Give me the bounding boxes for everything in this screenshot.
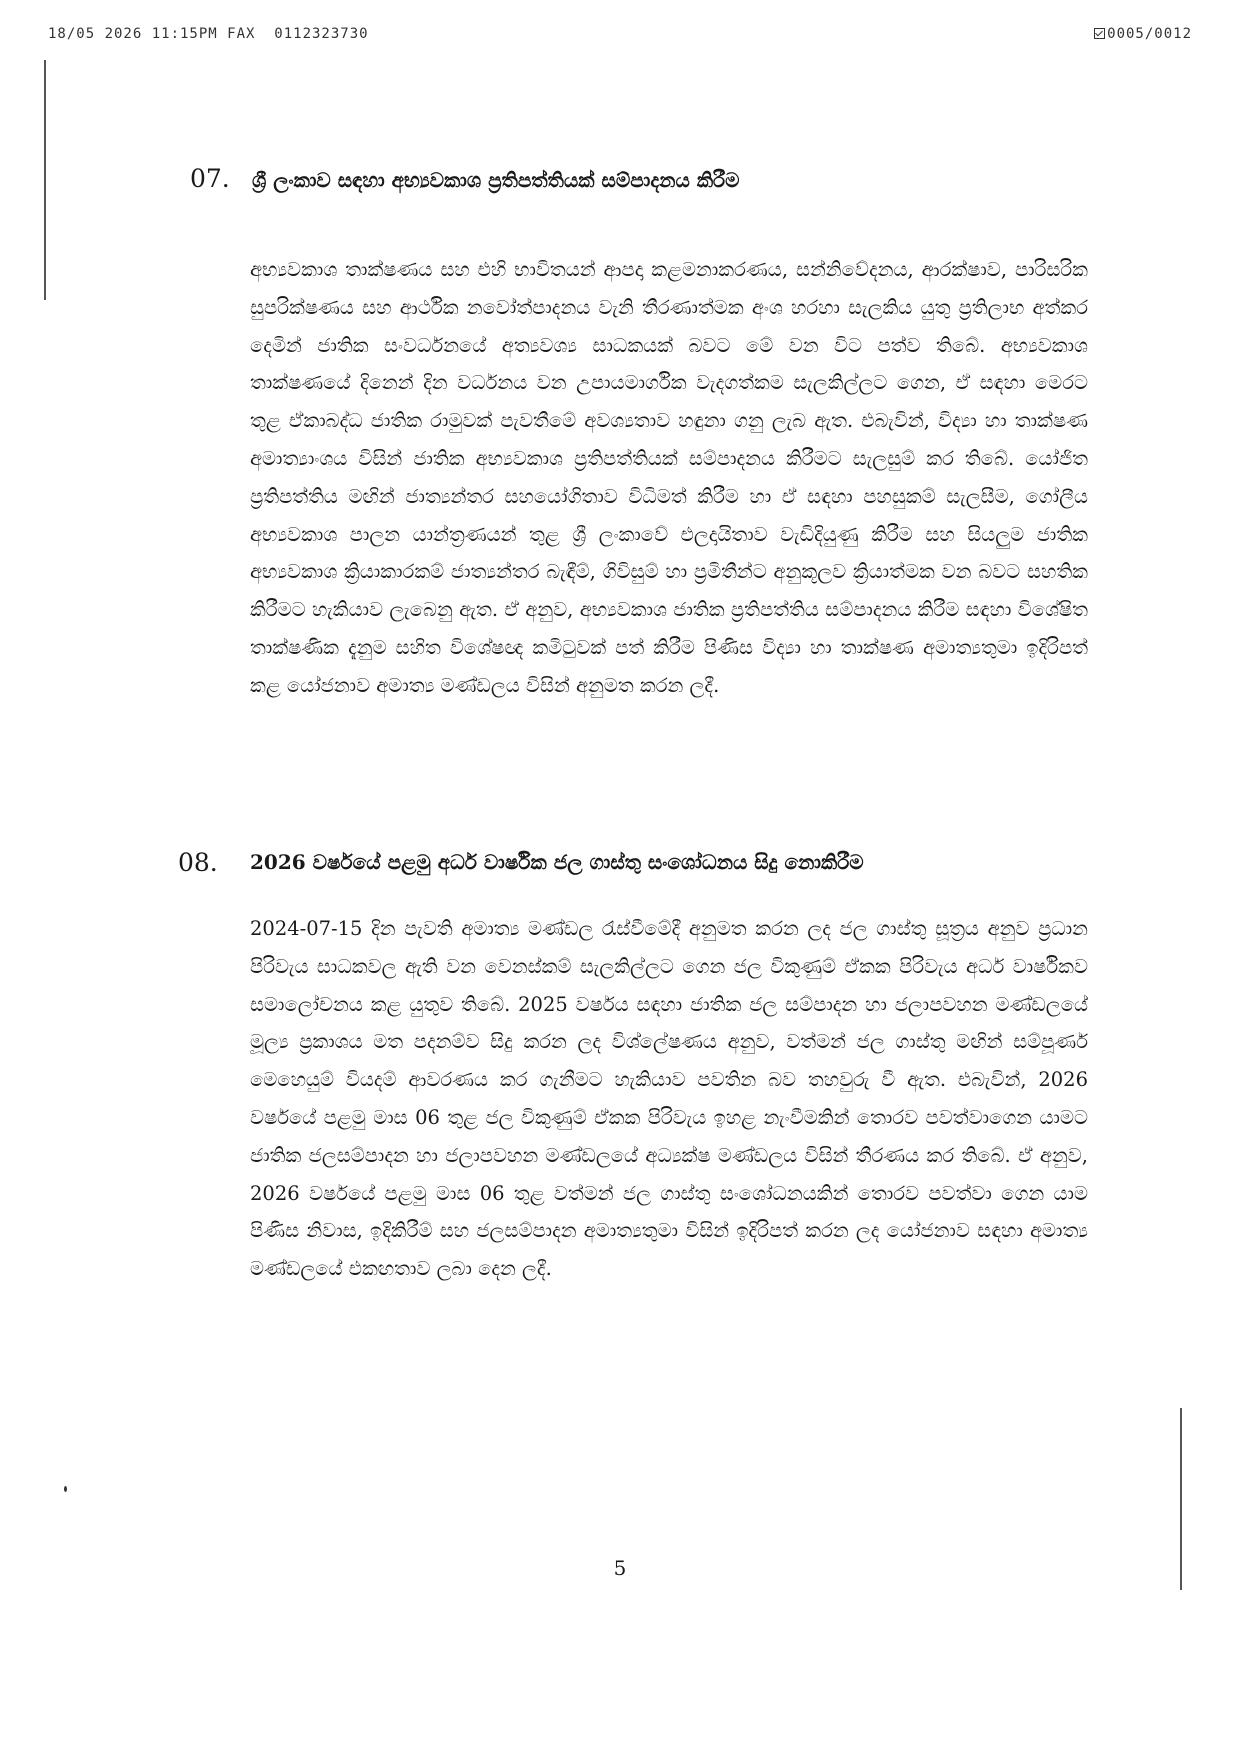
section-body-08: 2024-07-15 දින පැවති අමාත්‍ය මණ්ඩල රැස්වීමේදී අනුමත කරන ලද ජල ගාස්තු සූත්‍රය අනුව ප්‍රධාන පිරිවැය සාධකවල ඇති වන වෙනස්කම් සැලකිල්ලට ගෙන ජල විකුණුම් ඒකක පිරිවැය අර්ධ වාර්ෂිකව සමාලෝචනය කළ යුතුව තිබේ. 2025 වර්ෂය සඳහා ජාතික ජල සම්පාදන හා ජලාපවහන මණ්ඩලයේ මූල්‍ය ප්‍රකාශය මත පදනම්ව සිදු කරන ලද විශ්ලේෂණය අනුව, වත්මන් ජල ගාස්තු මඟින් සම්පූර්ණ මෙහෙයුම් වියදම් ආවරණය කර ගැනීමට හැකියාව පවතින බව තහවුරු වී ඇත. එබැවින්, 2026 වර්ෂයේ පළමු මාස 06 තුළ ජල විකුණුම් ඒකක පිරිවැය ඉහළ නැංවීමකින් තොරව පවත්වාගෙන යාමට ජාතික ජලසම්පාදන හා ජලාපවහන මණ්ඩලයේ අධ්‍යක්ෂ මණ්ඩලය විසින් තීරණය කර තිබේ. ඒ අනුව, 2026 වර්ෂයේ පළමු මාස 06 තුළ වත්මන් ජල ගාස්තු සංශෝධනයකින් තොරව පවත්වා ගෙන යාම පිණිස නිවාස, ඉදිකිරීම් සහ ජලසම්පාදන අමාත්‍යතුමා විසින් ඉදිරිපත් කරන ලද යෝජනාව සඳහා අමාත්‍ය මණ්ඩලයේ එකඟතාව ලබා දෙන ලදී. [250,917,1088,1281]
section-title: 2026 වර්ෂයේ පළමු අර්ධ වාර්ෂික ජල ගාස්තු සංශෝධනය සිදු නොකිරීම [250,850,864,874]
section-number: 08. [178,848,218,877]
section-heading-07 [0,164,1240,200]
section-heading-08 [0,848,1240,884]
checkbox-icon [1094,28,1105,39]
fax-page-counter: 0005/0012 [1107,26,1192,42]
fax-datetime-number: 18/05 2026 11:15PM FAX 0112323730 [48,26,369,42]
fax-header [48,26,1192,50]
section-body-07: අභ්‍යවකාශ තාක්ෂණය සහ එහි භාවිතයන් ආපදා කළමනාකරණය, සන්නිවේදනය, ආරක්ෂාව, පාරිසරික සුපරික්ෂණය සහ ආර්ථික නවෝත්පාදනය වැනි තීරණාත්මක අංශ හරහා සැලකිය යුතු ප්‍රතිලාභ අත්කර දෙමින් ජාතික සංවර්ධනයේ අත්‍යවශ්‍ය සාධකයක් බවට මේ වන විට පත්ව තිබේ. අභ්‍යවකාශ තාක්ෂණයේ දිනෙන් දින වර්ධනය වන උපායමාර්ගික වැදගත්කම සැලකිල්ලට ගෙන, ඒ සඳහා මෙරට තුළ ඒකාබද්ධ ජාතික රාමුවක් පැවතීමේ අවශ්‍යතාව හඳුනා ගනු ලැබ ඇත. එබැවින්, විද්‍යා හා තාක්ෂණ අමාත්‍යාංශය විසින් ජාතික අභ්‍යවකාශ ප්‍රතිපත්තියක් සම්පාදනය කිරීමට සැලසුම් කර තිබේ. යෝජිත ප්‍රතිපත්තිය මඟින් ජාත්‍යන්තර සහයෝගිතාව විධිමත් කිරීම හා ඒ සඳහා පහසුකම් සැලසීම, ගෝලීය අභ්‍යවකාශ පාලන යාන්ත්‍රණයන් තුළ ශ්‍රී ලංකාවේ එලදායිතාව වැඩිදියුණු කිරීම සහ සියලුම ජාතික අභ්‍යවකාශ ක්‍රියාකාරකම් ජාත්‍යන්තර බැඳීම්, ගිවිසුම් හා ප්‍රමිතීන්ට අනුකූලව ක්‍රියාත්මක වන බවට සහතික කිරීමට හැකියාව ලැබෙනු ඇත. ඒ අනුව, අභ්‍යවකාශ ජාතික ප්‍රතිපත්තිය සම්පාදනය කිරීම සඳහා විශේෂිත තාක්ෂණික දැනුම සහිත විශේෂඥ කමිටුවක් පත් කිරීම පිණිස විද්‍යා හා තාක්ෂණ අමාත්‍යතුමා ඉදිරිපත් කළ යෝජනාව අමාත්‍ය මණ්ඩලය විසින් අනුමත කරන ලදී. [250,258,1088,697]
scan-artifact-dot [64,1486,67,1492]
fax-page-counter-wrap [1094,26,1192,42]
page-number: 5 [613,1556,627,1580]
section-number: 07. [190,164,230,193]
section-title: ශ්‍රී ලංකාව සඳහා අභ්‍යවකාශ ප්‍රතිපත්තියක් සම්පාදනය කිරීම [252,168,740,192]
